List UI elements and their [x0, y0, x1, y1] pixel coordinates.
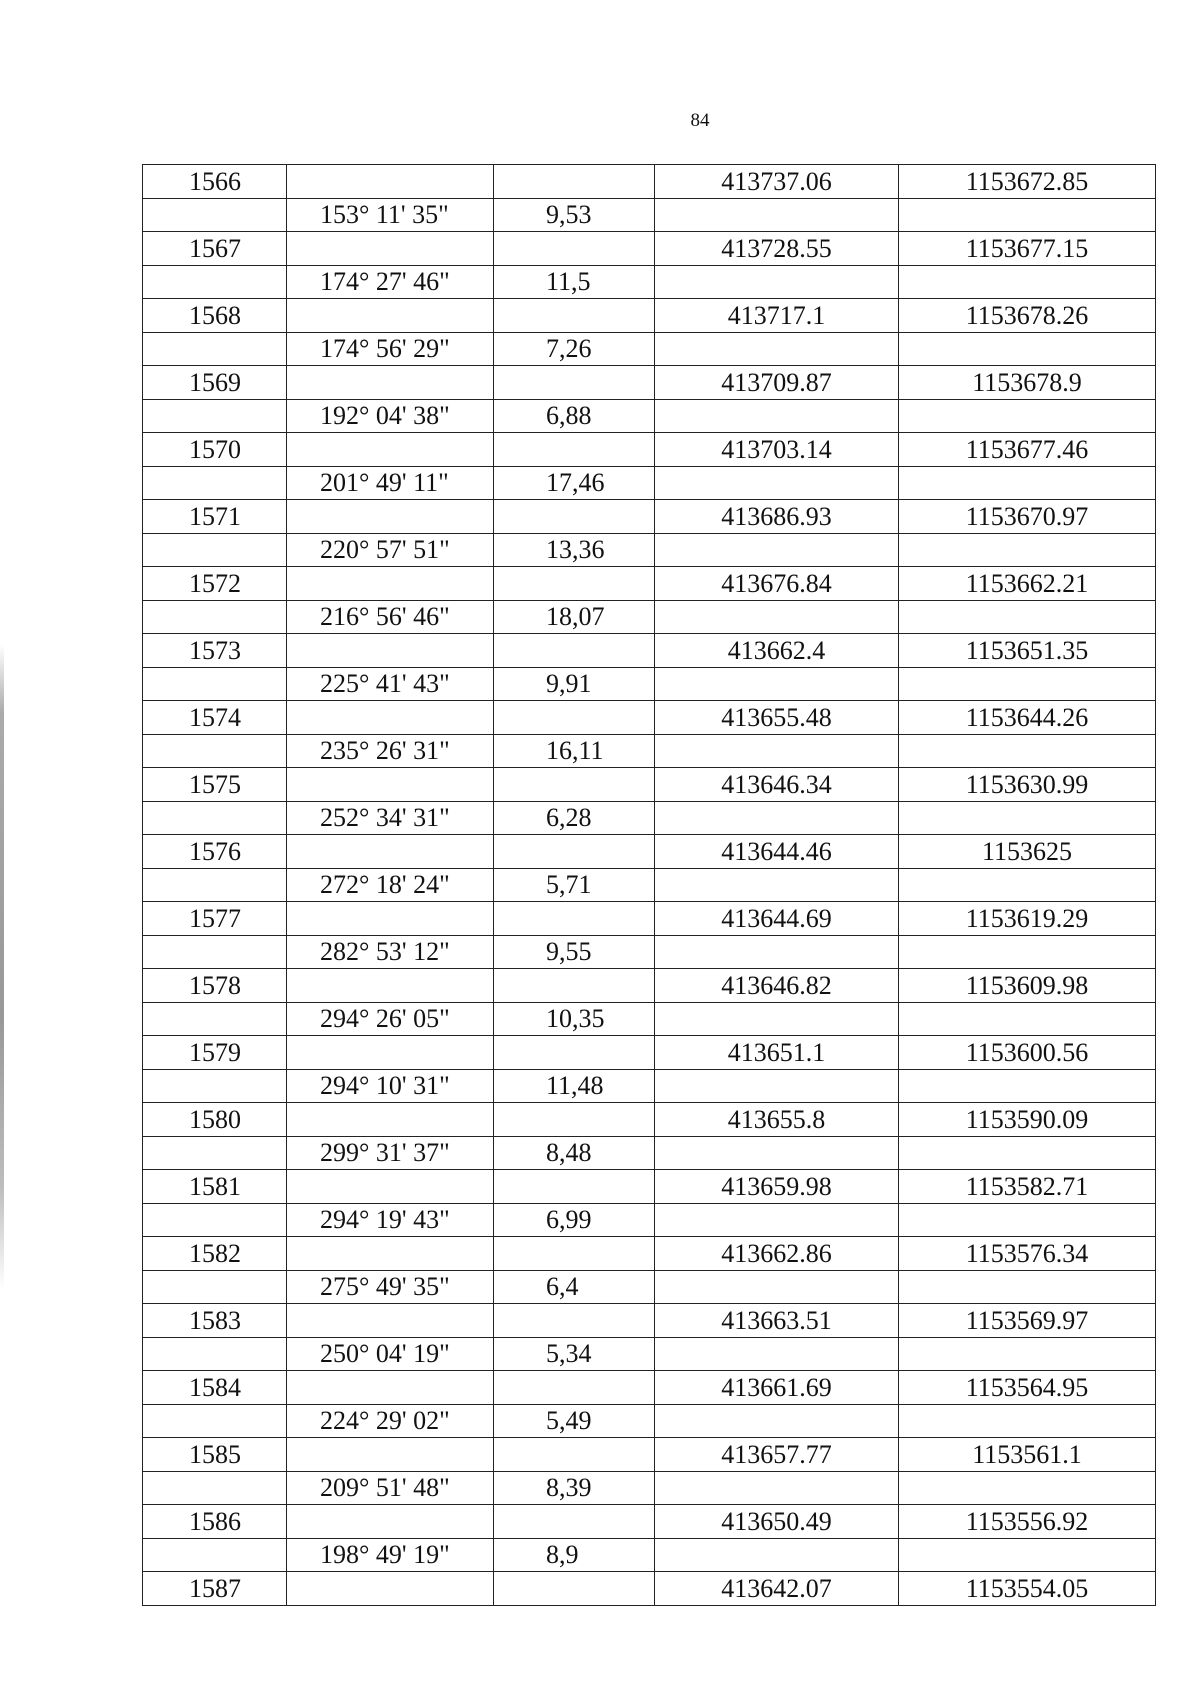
distance-cell: 9,91	[494, 667, 655, 701]
point-number-cell	[143, 600, 287, 634]
distance-cell	[494, 768, 655, 802]
distance-cell	[494, 1572, 655, 1606]
y-coordinate-cell: 1153677.46	[899, 433, 1156, 467]
point-number-cell: 1570	[143, 433, 287, 467]
x-coordinate-cell	[655, 1069, 899, 1103]
table-row	[143, 433, 1156, 467]
x-coordinate-cell	[655, 1404, 899, 1438]
x-coordinate-cell	[655, 734, 899, 768]
distance-cell: 6,88	[494, 399, 655, 433]
direction-angle-cell	[287, 1304, 494, 1338]
point-number-cell	[143, 1136, 287, 1170]
point-number-cell: 1574	[143, 701, 287, 735]
direction-angle-cell: 294° 10' 31"	[287, 1069, 494, 1103]
table-row	[143, 935, 1156, 969]
distance-cell	[494, 165, 655, 199]
direction-angle-cell: 174° 27' 46"	[287, 265, 494, 299]
y-coordinate-cell	[899, 1404, 1156, 1438]
y-coordinate-cell	[899, 1136, 1156, 1170]
table-row	[143, 600, 1156, 634]
direction-angle-cell	[287, 1170, 494, 1204]
direction-angle-cell	[287, 567, 494, 601]
direction-angle-cell	[287, 1103, 494, 1137]
point-number-cell: 1580	[143, 1103, 287, 1137]
x-coordinate-cell	[655, 1270, 899, 1304]
direction-angle-cell: 198° 49' 19"	[287, 1538, 494, 1572]
point-number-cell: 1584	[143, 1371, 287, 1405]
x-coordinate-cell	[655, 533, 899, 567]
distance-cell	[494, 299, 655, 333]
x-coordinate-cell	[655, 868, 899, 902]
direction-angle-cell: 294° 19' 43"	[287, 1203, 494, 1237]
x-coordinate-cell	[655, 1538, 899, 1572]
direction-angle-cell: 282° 53' 12"	[287, 935, 494, 969]
direction-angle-cell: 209° 51' 48"	[287, 1471, 494, 1505]
point-number-cell: 1566	[143, 165, 287, 199]
point-number-cell	[143, 1538, 287, 1572]
distance-cell: 10,35	[494, 1002, 655, 1036]
y-coordinate-cell: 1153556.92	[899, 1505, 1156, 1539]
distance-cell: 11,48	[494, 1069, 655, 1103]
page-number: 84	[690, 110, 710, 131]
point-number-cell: 1568	[143, 299, 287, 333]
y-coordinate-cell: 1153677.15	[899, 232, 1156, 266]
direction-angle-cell	[287, 433, 494, 467]
point-number-cell	[143, 265, 287, 299]
table-row	[143, 1069, 1156, 1103]
distance-cell	[494, 232, 655, 266]
direction-angle-cell	[287, 232, 494, 266]
table-row	[143, 1170, 1156, 1204]
table-row	[143, 1538, 1156, 1572]
table-row	[143, 1337, 1156, 1371]
y-coordinate-cell	[899, 935, 1156, 969]
point-number-cell: 1582	[143, 1237, 287, 1271]
point-number-cell	[143, 801, 287, 835]
distance-cell: 9,53	[494, 198, 655, 232]
direction-angle-cell: 201° 49' 11"	[287, 466, 494, 500]
table-row	[143, 1136, 1156, 1170]
distance-cell	[494, 1438, 655, 1472]
direction-angle-cell: 192° 04' 38"	[287, 399, 494, 433]
distance-cell	[494, 902, 655, 936]
point-number-cell	[143, 868, 287, 902]
distance-cell: 8,9	[494, 1538, 655, 1572]
table-row	[143, 868, 1156, 902]
distance-cell: 6,99	[494, 1203, 655, 1237]
table-row	[143, 265, 1156, 299]
point-number-cell: 1569	[143, 366, 287, 400]
direction-angle-cell	[287, 902, 494, 936]
x-coordinate-cell	[655, 600, 899, 634]
distance-cell: 7,26	[494, 332, 655, 366]
table-row	[143, 165, 1156, 199]
table-row	[143, 567, 1156, 601]
point-number-cell	[143, 198, 287, 232]
distance-cell	[494, 1103, 655, 1137]
point-number-cell: 1581	[143, 1170, 287, 1204]
y-coordinate-cell	[899, 667, 1156, 701]
y-coordinate-cell	[899, 1069, 1156, 1103]
direction-angle-cell	[287, 701, 494, 735]
y-coordinate-cell: 1153630.99	[899, 768, 1156, 802]
direction-angle-cell: 275° 49' 35"	[287, 1270, 494, 1304]
distance-cell	[494, 835, 655, 869]
direction-angle-cell	[287, 500, 494, 534]
x-coordinate-cell: 413644.69	[655, 902, 899, 936]
y-coordinate-cell	[899, 198, 1156, 232]
y-coordinate-cell: 1153561.1	[899, 1438, 1156, 1472]
y-coordinate-cell	[899, 332, 1156, 366]
direction-angle-cell	[287, 165, 494, 199]
table-row	[143, 1270, 1156, 1304]
table-row	[143, 1371, 1156, 1405]
point-number-cell	[143, 734, 287, 768]
y-coordinate-cell: 1153590.09	[899, 1103, 1156, 1137]
point-number-cell: 1577	[143, 902, 287, 936]
y-coordinate-cell: 1153554.05	[899, 1572, 1156, 1606]
x-coordinate-cell: 413644.46	[655, 835, 899, 869]
distance-cell	[494, 433, 655, 467]
x-coordinate-cell	[655, 466, 899, 500]
point-number-cell	[143, 1203, 287, 1237]
x-coordinate-cell: 413676.84	[655, 567, 899, 601]
y-coordinate-cell: 1153619.29	[899, 902, 1156, 936]
point-number-cell	[143, 1471, 287, 1505]
x-coordinate-cell	[655, 1471, 899, 1505]
table-row	[143, 768, 1156, 802]
table-row	[143, 466, 1156, 500]
y-coordinate-cell	[899, 399, 1156, 433]
point-number-cell	[143, 1002, 287, 1036]
x-coordinate-cell: 413651.1	[655, 1036, 899, 1070]
distance-cell: 16,11	[494, 734, 655, 768]
point-number-cell	[143, 667, 287, 701]
table-row	[143, 667, 1156, 701]
y-coordinate-cell	[899, 265, 1156, 299]
table-row	[143, 1203, 1156, 1237]
distance-cell: 17,46	[494, 466, 655, 500]
table-row	[143, 1002, 1156, 1036]
y-coordinate-cell	[899, 1002, 1156, 1036]
y-coordinate-cell	[899, 533, 1156, 567]
y-coordinate-cell: 1153582.71	[899, 1170, 1156, 1204]
y-coordinate-cell	[899, 1471, 1156, 1505]
y-coordinate-cell: 1153670.97	[899, 500, 1156, 534]
direction-angle-cell	[287, 366, 494, 400]
point-number-cell	[143, 1337, 287, 1371]
point-number-cell: 1571	[143, 500, 287, 534]
direction-angle-cell	[287, 1237, 494, 1271]
y-coordinate-cell	[899, 1337, 1156, 1371]
x-coordinate-cell: 413650.49	[655, 1505, 899, 1539]
y-coordinate-cell	[899, 734, 1156, 768]
table-row	[143, 1103, 1156, 1137]
distance-cell	[494, 1036, 655, 1070]
table-row	[143, 1471, 1156, 1505]
point-number-cell: 1576	[143, 835, 287, 869]
y-coordinate-cell	[899, 466, 1156, 500]
point-number-cell: 1578	[143, 969, 287, 1003]
x-coordinate-cell: 413646.34	[655, 768, 899, 802]
x-coordinate-cell	[655, 332, 899, 366]
table-row	[143, 1505, 1156, 1539]
point-number-cell	[143, 466, 287, 500]
x-coordinate-cell: 413661.69	[655, 1371, 899, 1405]
y-coordinate-cell: 1153576.34	[899, 1237, 1156, 1271]
x-coordinate-cell: 413717.1	[655, 299, 899, 333]
x-coordinate-cell	[655, 935, 899, 969]
x-coordinate-cell: 413646.82	[655, 969, 899, 1003]
distance-cell	[494, 1170, 655, 1204]
distance-cell: 6,28	[494, 801, 655, 835]
distance-cell: 13,36	[494, 533, 655, 567]
y-coordinate-cell: 1153625	[899, 835, 1156, 869]
direction-angle-cell: 272° 18' 24"	[287, 868, 494, 902]
direction-angle-cell	[287, 1438, 494, 1472]
point-number-cell	[143, 1404, 287, 1438]
distance-cell	[494, 1505, 655, 1539]
x-coordinate-cell: 413703.14	[655, 433, 899, 467]
point-number-cell: 1586	[143, 1505, 287, 1539]
y-coordinate-cell: 1153678.9	[899, 366, 1156, 400]
y-coordinate-cell: 1153569.97	[899, 1304, 1156, 1338]
direction-angle-cell	[287, 1505, 494, 1539]
point-number-cell: 1585	[143, 1438, 287, 1472]
table-row	[143, 969, 1156, 1003]
distance-cell: 6,4	[494, 1270, 655, 1304]
point-number-cell: 1575	[143, 768, 287, 802]
table-row	[143, 299, 1156, 333]
distance-cell	[494, 1304, 655, 1338]
x-coordinate-cell	[655, 198, 899, 232]
point-number-cell	[143, 935, 287, 969]
table-row	[143, 1404, 1156, 1438]
x-coordinate-cell: 413737.06	[655, 165, 899, 199]
distance-cell: 5,49	[494, 1404, 655, 1438]
y-coordinate-cell	[899, 868, 1156, 902]
x-coordinate-cell: 413657.77	[655, 1438, 899, 1472]
point-number-cell	[143, 1270, 287, 1304]
direction-angle-cell: 299° 31' 37"	[287, 1136, 494, 1170]
y-coordinate-cell: 1153651.35	[899, 634, 1156, 668]
x-coordinate-cell: 413662.4	[655, 634, 899, 668]
y-coordinate-cell: 1153609.98	[899, 969, 1156, 1003]
direction-angle-cell: 220° 57' 51"	[287, 533, 494, 567]
y-coordinate-cell: 1153564.95	[899, 1371, 1156, 1405]
distance-cell	[494, 567, 655, 601]
x-coordinate-cell	[655, 1136, 899, 1170]
direction-angle-cell: 252° 34' 31"	[287, 801, 494, 835]
y-coordinate-cell	[899, 1203, 1156, 1237]
x-coordinate-cell	[655, 1002, 899, 1036]
x-coordinate-cell	[655, 265, 899, 299]
direction-angle-cell	[287, 768, 494, 802]
y-coordinate-cell	[899, 600, 1156, 634]
y-coordinate-cell	[899, 1270, 1156, 1304]
distance-cell	[494, 701, 655, 735]
y-coordinate-cell: 1153672.85	[899, 165, 1156, 199]
point-number-cell	[143, 1069, 287, 1103]
x-coordinate-cell	[655, 801, 899, 835]
y-coordinate-cell: 1153600.56	[899, 1036, 1156, 1070]
direction-angle-cell: 153° 11' 35"	[287, 198, 494, 232]
distance-cell: 9,55	[494, 935, 655, 969]
table-row	[143, 1438, 1156, 1472]
table-row	[143, 533, 1156, 567]
direction-angle-cell: 225° 41' 43"	[287, 667, 494, 701]
table-row	[143, 198, 1156, 232]
distance-cell	[494, 1237, 655, 1271]
point-number-cell	[143, 332, 287, 366]
distance-cell: 8,39	[494, 1471, 655, 1505]
table-row	[143, 366, 1156, 400]
direction-angle-cell: 216° 56' 46"	[287, 600, 494, 634]
x-coordinate-cell	[655, 667, 899, 701]
x-coordinate-cell: 413728.55	[655, 232, 899, 266]
table-row	[143, 332, 1156, 366]
table-row	[143, 399, 1156, 433]
distance-cell: 8,48	[494, 1136, 655, 1170]
y-coordinate-cell: 1153662.21	[899, 567, 1156, 601]
y-coordinate-cell	[899, 1538, 1156, 1572]
direction-angle-cell: 294° 26' 05"	[287, 1002, 494, 1036]
coordinates-table-body	[143, 165, 1156, 1606]
direction-angle-cell	[287, 299, 494, 333]
x-coordinate-cell: 413655.48	[655, 701, 899, 735]
y-coordinate-cell: 1153678.26	[899, 299, 1156, 333]
direction-angle-cell: 174° 56' 29"	[287, 332, 494, 366]
point-number-cell	[143, 533, 287, 567]
x-coordinate-cell: 413662.86	[655, 1237, 899, 1271]
point-number-cell: 1567	[143, 232, 287, 266]
distance-cell: 5,71	[494, 868, 655, 902]
x-coordinate-cell: 413642.07	[655, 1572, 899, 1606]
table-row	[143, 1304, 1156, 1338]
table-row	[143, 835, 1156, 869]
table-row	[143, 1036, 1156, 1070]
point-number-cell: 1572	[143, 567, 287, 601]
direction-angle-cell	[287, 1371, 494, 1405]
direction-angle-cell: 250° 04' 19"	[287, 1337, 494, 1371]
x-coordinate-cell	[655, 1337, 899, 1371]
point-number-cell: 1587	[143, 1572, 287, 1606]
distance-cell: 18,07	[494, 600, 655, 634]
distance-cell	[494, 634, 655, 668]
coordinates-table	[142, 164, 1156, 1606]
distance-cell	[494, 366, 655, 400]
distance-cell: 11,5	[494, 265, 655, 299]
table-row	[143, 902, 1156, 936]
direction-angle-cell	[287, 835, 494, 869]
table-row	[143, 1237, 1156, 1271]
table-row	[143, 232, 1156, 266]
table-row	[143, 801, 1156, 835]
distance-cell	[494, 1371, 655, 1405]
direction-angle-cell	[287, 1572, 494, 1606]
distance-cell	[494, 500, 655, 534]
x-coordinate-cell: 413659.98	[655, 1170, 899, 1204]
direction-angle-cell	[287, 1036, 494, 1070]
table-row	[143, 734, 1156, 768]
direction-angle-cell	[287, 969, 494, 1003]
x-coordinate-cell: 413655.8	[655, 1103, 899, 1137]
x-coordinate-cell	[655, 1203, 899, 1237]
point-number-cell: 1579	[143, 1036, 287, 1070]
distance-cell: 5,34	[494, 1337, 655, 1371]
direction-angle-cell: 235° 26' 31"	[287, 734, 494, 768]
direction-angle-cell	[287, 634, 494, 668]
distance-cell	[494, 969, 655, 1003]
x-coordinate-cell: 413709.87	[655, 366, 899, 400]
x-coordinate-cell: 413686.93	[655, 500, 899, 534]
y-coordinate-cell: 1153644.26	[899, 701, 1156, 735]
point-number-cell	[143, 399, 287, 433]
point-number-cell: 1573	[143, 634, 287, 668]
x-coordinate-cell	[655, 399, 899, 433]
table-row	[143, 634, 1156, 668]
scan-edge-shadow	[0, 0, 4, 1697]
table-row	[143, 500, 1156, 534]
table-row	[143, 1572, 1156, 1606]
table-row	[143, 701, 1156, 735]
direction-angle-cell: 224° 29' 02"	[287, 1404, 494, 1438]
point-number-cell: 1583	[143, 1304, 287, 1338]
y-coordinate-cell	[899, 801, 1156, 835]
x-coordinate-cell: 413663.51	[655, 1304, 899, 1338]
